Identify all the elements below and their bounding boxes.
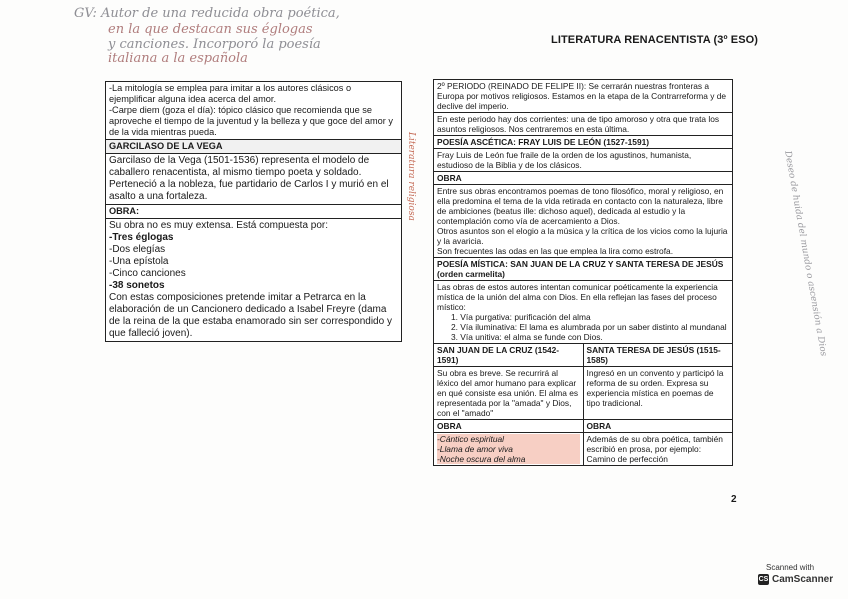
obra-closing: Con estas composiciones pretende imitar a Petrarca en la elaboración de un Cancionero dedicado a Isabel Freyre (dama de la reina de la que estaba enamorado sin ser correspondido y que falleció joven).: [109, 292, 392, 339]
intro-cell: [106, 82, 401, 139]
camscanner-badge: [758, 563, 838, 591]
sanjuan-work-item: -Noche oscura del alma: [437, 454, 580, 464]
sanjuan-heading: SAN JUAN DE LA CRUZ (1542-1591): [434, 344, 584, 366]
phase-item: 1. Vía purgativa: purificación del alma: [451, 312, 591, 322]
page-title: LITERATURA RENACENTISTA (3º ESO): [551, 34, 759, 46]
authors-obra-row: [434, 419, 732, 432]
left-content-box: [105, 81, 402, 342]
fray-luis-obra-text-2: Otros asuntos son el elogio a la música y la crítica de los vicios como la lujuria y la avaricia.: [437, 226, 728, 246]
obra-intro: Su obra no es muy extensa. Está compuesta por:: [109, 220, 329, 231]
sanjuan-work-item: -Cántico espiritual: [437, 434, 580, 444]
fray-luis-obra-heading: OBRA: [434, 171, 732, 184]
teresa-text: Ingresó en un convento y participó la reforma de su orden. Expresa su experiencia mística en poemas de tipo tradicional.: [586, 368, 724, 408]
right-content-box: [433, 79, 733, 466]
right-margin-note: Deseo de huida del mundo o ascensión a Dios: [782, 150, 829, 358]
second-period-text: 2º PERIODO (REINADO DE FELIPE II): Se cerrarán nuestras fronteras a Europa por motivos religiosos. Estamos en la etapa de la Contrarreforma y de declive del imperio.: [437, 81, 727, 111]
fray-luis-text: Fray Luis de León fue fraile de la orden de los agustinos, humanista, estudioso de la Biblia y de los clásicos.: [434, 148, 732, 171]
garcilaso-heading: GARCILASO DE LA VEGA: [106, 139, 401, 153]
camscanner-label: CamScanner: [772, 574, 834, 585]
authors-works-row: [434, 432, 732, 465]
authors-text-row: [434, 366, 732, 419]
work-item: -Tres églogas: [109, 232, 174, 243]
carpe-diem-text: -Carpe diem (goza el día): tópico clásico que recomienda que se aproveche el tiempo de la juventud y la belleza y que goce del amor y de la vida mientras pueda.: [109, 105, 393, 137]
mistica-cell: [434, 280, 732, 343]
mistica-heading: POESÍA MÍSTICA: SAN JUAN DE LA CRUZ Y SANTA TERESA DE JESÚS (orden carmelita): [434, 257, 732, 280]
phase-item: 2. Vía iluminativa: El lama es alumbrada por un saber distinto al mundanal: [451, 322, 727, 332]
teresa-works: Además de su obra poética, también escribió en prosa, por ejemplo: Camino de perfección: [586, 434, 723, 464]
handwritten-note-line-4: italiana a la española: [108, 51, 248, 66]
handwritten-note-line-1: GV: Autor de una reducida obra poética,: [74, 6, 340, 21]
authors-heading-row: [434, 343, 732, 366]
sanjuan-obra-heading: OBRA: [434, 420, 584, 432]
sanjuan-works: [434, 433, 584, 465]
garcilaso-biography: Garcilaso de la Vega (1501-1536) representa el modelo de caballero renacentista, al mismo tiempo poeta y soldado. Perteneció a la nobleza, fue partidario de Carlos I y murió en el asalto a una fortaleza.: [106, 153, 401, 204]
left-margin-note: Literatura religiosa: [406, 132, 416, 221]
page-number: 2: [731, 494, 737, 505]
phase-item: 3. Vía unitiva: el alma se funde con Dios.: [451, 332, 603, 342]
camscanner-logo-icon: CS: [758, 576, 769, 583]
ascetica-heading: POESÍA ASCÉTICA: FRAY LUIS DE LEÓN (1527-1591): [434, 135, 732, 148]
scanned-with-label: Scanned with: [766, 563, 815, 572]
sanjuan-work-item: -Llama de amor viva: [437, 444, 580, 454]
fray-luis-obra-text-3: Son frecuentes las odas en las que emplea la lira como estrofa.: [437, 246, 674, 256]
mistica-text: Las obras de estos autores intentan comunicar poéticamente la experiencia mística de la unión del alma con Dios. En ella reflejan las fases del proceso místico:: [437, 282, 718, 312]
handwritten-note-line-3: y canciones. Incorporó la poesía: [108, 37, 321, 52]
work-item: -Dos elegías: [109, 244, 166, 255]
fray-luis-obra-text-1: Entre sus obras encontramos poemas de tono filosófico, moral y religioso, en ella predomina el tema de la vida retirada en contacto con la naturaleza, libre de ambiciones (beatus ille: dichoso aquel), dedicada al estudio y la contemplación como vía de acercamiento a Dios.: [437, 186, 724, 226]
work-item: -Una epístola: [109, 256, 169, 267]
handwritten-note-line-2: en la que destacan sus églogas: [108, 22, 313, 37]
obra-heading: OBRA:: [106, 204, 401, 218]
sanjuan-text: Su obra es breve. Se recurrirá al léxico del amor humano para explicar en qué consiste esa unión. El alma es representada por la "amada" y Dios, con el "amado": [434, 367, 584, 419]
currents-text: En este periodo hay dos corrientes: una de tipo amoroso y otra que trata los asuntos religiosos. Nos centraremos en esta última.: [434, 112, 732, 135]
obra-cell: [106, 218, 401, 341]
fray-luis-obra-cell: [434, 184, 732, 257]
work-item: -Cinco canciones: [109, 268, 186, 279]
mitologia-text: -La mitología se emplea para imitar a los autores clásicos o ejemplificar alguna idea acerca del amor.: [109, 83, 352, 104]
teresa-heading: SANTA TERESA DE JESÚS (1515-1585): [586, 345, 721, 365]
teresa-obra-heading: OBRA: [586, 421, 612, 431]
work-item: -38 sonetos: [109, 280, 165, 291]
